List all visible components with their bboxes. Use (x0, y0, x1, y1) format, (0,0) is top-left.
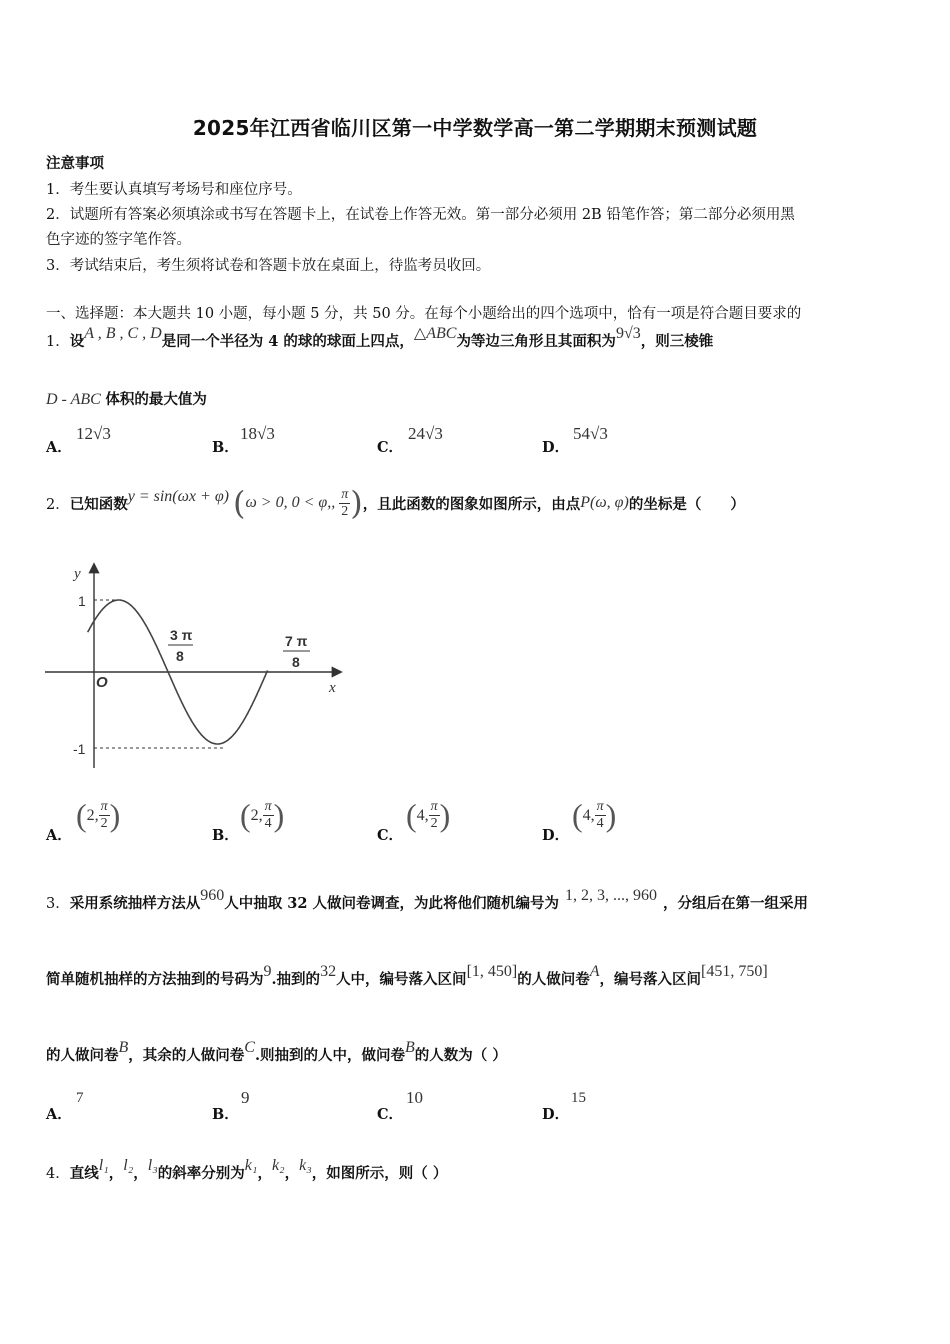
question-4-line (46, 1157, 448, 1183)
q3-text-5: .抽到的 (271, 971, 321, 988)
q2-option-b-den: 4 (264, 816, 272, 831)
q1-option-c[interactable]: C． (377, 439, 404, 456)
q2-option-b-num: π (264, 799, 272, 814)
q2-number: 2． (46, 496, 70, 513)
q2-option-c-value: ( 4, $\frac{\pi}{2}$ ) (406, 797, 451, 833)
x-tick-7pi8-num: 7 π (285, 633, 308, 649)
q2-option-a-num: π (100, 799, 108, 814)
q1-option-c-value: 24√3 (408, 424, 443, 443)
q2-option-d[interactable]: D． (542, 827, 570, 844)
q1-math-points: A , B , C , D (84, 325, 162, 342)
q2-option-c-den: 2 (430, 816, 438, 831)
q1-option-b-value: 18√3 (240, 424, 275, 443)
x-tick-7pi8-den: 8 (292, 654, 300, 670)
q4-math-l1: l₁ (98, 1157, 109, 1174)
x-axis-label: x (329, 680, 336, 696)
q3-option-d[interactable]: D． (542, 1106, 570, 1123)
q3-option-a-value: 7 (76, 1090, 84, 1106)
notice-item-1: 1．考生要认真填写考场号和座位序号。 (46, 182, 302, 198)
q3-math-32: 32 (320, 963, 337, 980)
q3-text-9: 的人做问卷 (46, 1047, 119, 1064)
q3-option-c[interactable]: C． (377, 1106, 404, 1123)
q3-math-b: B (118, 1039, 129, 1056)
q1-option-d[interactable]: D． (542, 439, 570, 456)
q2-option-a-den: 2 (100, 816, 108, 831)
q3-text-10: ，其余的人做问卷 (128, 1047, 245, 1064)
q2-option-b-value: ( 2, $\frac{\pi}{4}$ ) (240, 797, 285, 833)
q1-option-a[interactable]: A． (46, 439, 72, 456)
q2-condition-frac-den: 2 (341, 503, 349, 519)
q2-option-d-first: 4, (582, 806, 595, 824)
q2-option-c-num: π (430, 799, 438, 814)
q2-condition-fraction (339, 487, 350, 520)
q4-math-l3: l₃ (147, 1157, 158, 1174)
notice-item-2: 2．试题所有答案必须填涂或书写在答题卡上，在试卷上作答无效。第一部分必须用 2B 铅笔作答；第二部分必须用黑 (46, 207, 795, 223)
q3-number: 3． (46, 896, 70, 912)
q3-math-b-2: B (405, 1039, 415, 1056)
q3-text-1: 采用系统抽样方法从 (69, 895, 201, 912)
q2-text-1: 已知函数 (69, 495, 128, 513)
q2-math-point: P(ω, φ) (580, 494, 629, 511)
y-tick-minus-1: -1 (73, 741, 86, 757)
q4-math-k2: k₂ (271, 1157, 285, 1174)
question-1-line-2 (46, 388, 207, 409)
q2-option-a-first: 2, (86, 806, 99, 824)
q3-text-11: .则抽到的人中，做问卷 (254, 1047, 406, 1064)
q4-math-k3: k₃ (299, 1157, 312, 1174)
q3-math-interval-b: [451, 750] (701, 963, 768, 980)
q2-math-function: y = sin(ωx + φ) (127, 488, 230, 505)
question-3-line-2 (46, 963, 768, 989)
q3-math-a: A (589, 963, 600, 980)
q1-text-4: ，则三棱锥 (640, 333, 714, 350)
q2-option-b[interactable]: B． (212, 827, 239, 844)
q3-option-b[interactable]: B． (212, 1106, 239, 1123)
q1-option-d-value: 54√3 (573, 424, 608, 443)
q2-text-3: 的坐标是（ ） (628, 495, 745, 513)
q3-text-4: 简单随机抽样的方法抽到的号码为 (46, 971, 264, 988)
y-tick-1: 1 (78, 593, 86, 609)
question-1-line-1 (46, 325, 714, 351)
q3-text-6: 人中，编号落入区间 (336, 971, 467, 988)
q4-text-1: 直线 (69, 1165, 99, 1182)
q1-text-5: 体积的最大值为 (105, 391, 207, 408)
section-heading: 一、选择题：本大题共 10 小题，每小题 5 分，共 50 分。在每个小题给出的四个选项中，恰有一项是符合题目要求的 (46, 306, 802, 322)
q3-text-12: 的人数为（ ） (414, 1047, 507, 1064)
q4-text-2: 的斜率分别为 (157, 1165, 245, 1182)
y-axis-label: y (74, 566, 81, 582)
q4-sep-2: ， (133, 1165, 148, 1182)
q2-option-a[interactable]: A． (46, 827, 72, 844)
q4-text-3: ，如图所示，则（ ） (311, 1165, 448, 1182)
q1-math-area: 9√3 (615, 325, 641, 342)
q3-option-d-value: 15 (571, 1090, 586, 1106)
q2-text-2: ，且此函数的图象如图所示，由点 (362, 495, 581, 513)
q2-option-b-first: 2, (250, 806, 263, 824)
sine-graph (40, 560, 350, 775)
question-2-line: 2． 已知函数 y = sin(ωx + φ) ( ω > 0, 0 < φ,, $\frac{\pi}{2}$ ) ，且此函数的图象如图所示，由点 P(ω, φ) 的坐标是（ ） (46, 484, 745, 522)
notice-heading: 注意事项 (46, 155, 104, 172)
notice-item-3: 3．考试结束后，考生须将试卷和答题卡放在桌面上，待监考员收回。 (46, 258, 491, 274)
q3-math-960: 960 (200, 887, 225, 904)
q3-option-a[interactable]: A． (46, 1106, 72, 1123)
q3-math-interval-a: [1, 450] (466, 963, 518, 980)
q1-math-triangle: △ABC (413, 325, 457, 342)
origin-label: O (96, 674, 108, 691)
q4-math-k1: k₁ (244, 1157, 258, 1174)
q2-option-c[interactable]: C． (377, 827, 404, 844)
q3-text-3: ，分组后在第一组采用 (663, 895, 809, 912)
q2-math-condition: ω > 0, 0 < φ,, (245, 494, 336, 511)
q2-option-c-first: 4, (416, 806, 429, 824)
q2-option-a-value: ( 2, $\frac{\pi}{2}$ ) (76, 797, 121, 833)
q3-math-sequence: 1, 2, 3, ..., 960 (565, 887, 658, 904)
q3-text-7: 的人做问卷 (517, 971, 590, 988)
q1-text-1: 设 (69, 333, 85, 350)
q4-sep-3: ， (257, 1165, 272, 1182)
q4-math-l2: l₂ (123, 1157, 134, 1174)
q1-option-a-value: 12√3 (76, 424, 111, 443)
q4-sep-1: ， (108, 1165, 124, 1182)
q4-number: 4． (46, 1166, 70, 1182)
q3-math-c: C (244, 1039, 255, 1056)
q1-text-2: 是同一个半径为 4 的球的球面上四点， (161, 333, 414, 350)
q3-text-2: 人中抽取 32 人做问卷调查，为此将他们随机编号为 (224, 895, 560, 912)
q3-math-9: 9 (263, 963, 272, 980)
q3-option-b-value: 9 (241, 1088, 250, 1107)
q2-option-d-den: 4 (596, 816, 604, 831)
q2-option-d-num: π (596, 799, 604, 814)
q4-sep-4: ， (284, 1165, 300, 1182)
q2-option-d-value: ( 4, $\frac{\pi}{4}$ ) (572, 797, 617, 833)
question-3-line-3 (46, 1039, 507, 1065)
notice-item-2-cont: 色字迹的签字笔作答。 (46, 232, 191, 248)
question-3-line-1 (46, 887, 809, 913)
q1-number: 1． (46, 334, 70, 350)
q3-text-8: ，编号落入区间 (599, 971, 701, 988)
q1-math-pyramid: D - ABC (46, 391, 101, 408)
q1-text-3: 为等边三角形且其面积为 (456, 333, 616, 350)
x-tick-3pi8-den: 8 (176, 648, 184, 664)
q2-condition-frac-num: π (341, 486, 349, 502)
page-title: 2025年江西省临川区第一中学数学高一第二学期期末预测试题 (192, 116, 758, 140)
q3-option-c-value: 10 (406, 1088, 423, 1107)
x-tick-3pi8-num: 3 π (170, 627, 193, 643)
q1-option-b[interactable]: B． (212, 439, 239, 456)
